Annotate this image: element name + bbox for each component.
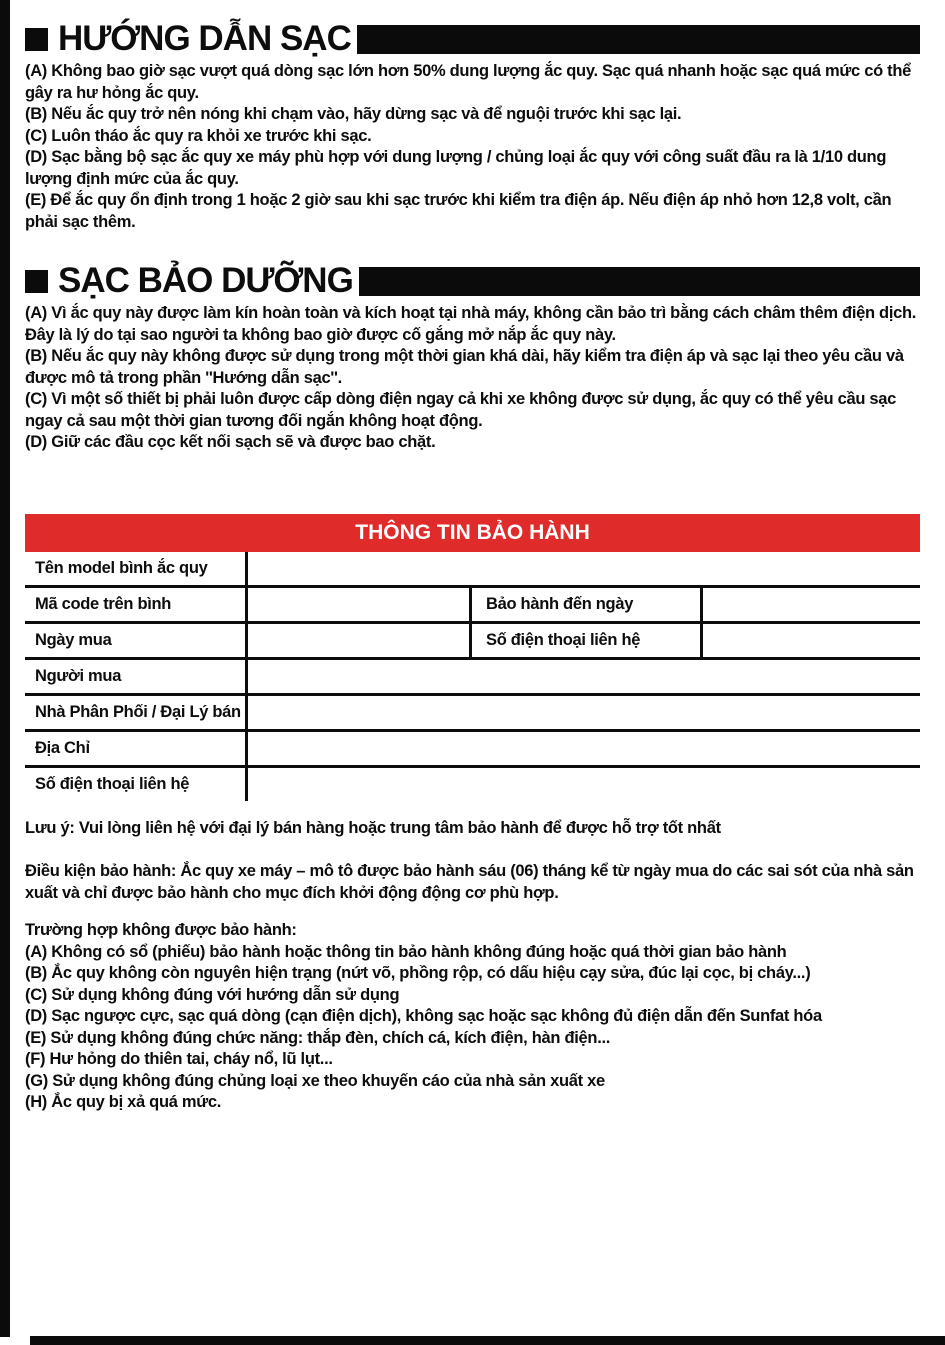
left-edge-bar	[0, 0, 10, 1337]
table-row	[25, 696, 920, 732]
section-marker-icon	[25, 270, 48, 293]
instruction-item: (A) Không bao giờ sạc vượt quá dòng sạc lớn hơn 50% dung lượng ắc quy. Sạc quá nhanh hoặc sạc quá mức có thể gây ra hư hỏng ắc quy.	[25, 62, 911, 102]
table-row-label: Nhà Phân Phối / Đại Lý bán	[25, 696, 248, 729]
section-title-bar	[359, 267, 920, 296]
table-row-label: Người mua	[25, 660, 248, 693]
table-row	[25, 588, 920, 624]
warranty-conditions: Điều kiện bảo hành: Ắc quy xe máy – mô tô được bảo hành sáu (06) tháng kể từ ngày mua do các sai sót của nhà sản xuất và chỉ được bảo hành cho mục đích khởi động động cơ phù hợp.	[25, 862, 914, 902]
maintenance-instruction-list	[25, 303, 920, 454]
exclusion-item: (B) Ắc quy không còn nguyên hiện trạng (nứt võ, phồng rộp, có dấu hiệu cạy sửa, đúc lại cọc, bị cháy...)	[25, 964, 811, 982]
table-input-cell	[248, 552, 920, 585]
warranty-info-table	[25, 514, 920, 801]
table-input-cell	[248, 768, 920, 801]
bottom-edge-bar	[30, 1336, 945, 1345]
table-input-cell	[248, 588, 472, 621]
instruction-item: (E) Để ắc quy ổn định trong 1 hoặc 2 giờ sau khi sạc trước khi kiểm tra điện áp. Nếu điện áp nhỏ hơn 12,8 volt, cần phải sạc thêm.	[25, 191, 892, 231]
table-header-bar	[25, 514, 920, 552]
instruction-item: (D) Sạc bằng bộ sạc ắc quy xe máy phù hợp với dung lượng / chủng loại ắc quy với công suất đầu ra là 1/10 dung lượng định mức của ắc quy.	[25, 148, 887, 188]
section-header-maintenance-charging	[25, 261, 920, 300]
support-note: Lưu ý: Vui lòng liên hệ với đại lý bán hàng hoặc trung tâm bảo hành để được hỗ trợ tốt nhất	[25, 818, 721, 837]
instruction-item: (C) Vì một số thiết bị phải luôn được cấp dòng điện ngay cả khi xe không được sử dụng, ắc quy có thể yêu cầu sạc ngay cả sau một thời gian tương đối ngắn không hoạt động.	[25, 390, 897, 430]
exclusion-item: (F) Hư hỏng do thiên tai, cháy nổ, lũ lụt...	[25, 1050, 333, 1068]
table-title: THÔNG TIN BẢO HÀNH	[355, 520, 590, 544]
table-row	[25, 660, 920, 696]
table-row	[25, 552, 920, 588]
table-row-label: Số điện thoại liên hệ	[25, 768, 248, 801]
instruction-item: (D) Giữ các đầu cọc kết nối sạch sẽ và được bao chặt.	[25, 433, 436, 451]
exclusion-item: (G) Sử dụng không đúng chủng loại xe theo khuyến cáo của nhà sản xuất xe	[25, 1071, 605, 1090]
table-input-cell	[703, 624, 920, 657]
table-row-label: Bảo hành đến ngày	[472, 588, 703, 621]
table-row	[25, 624, 920, 660]
table-input-cell	[703, 588, 920, 621]
table-input-cell	[248, 624, 472, 657]
instruction-item: (A) Vì ắc quy này được làm kín hoàn toàn và kích hoạt tại nhà máy, không cần bảo trì bằng cách châm thêm điện dịch. Đây là lý do tại sao người ta không bao giờ được cố gắng mở nắp ắc quy này.	[25, 304, 917, 344]
table-row-label: Mã code trên bình	[25, 588, 248, 621]
exclusion-item: (E) Sử dụng không đúng chức năng: thắp đèn, chích cá, kích điện, hàn điện...	[25, 1028, 611, 1047]
section-title-charging: HƯỚNG DẪN SẠC	[58, 19, 351, 58]
instruction-item: (B) Nếu ắc quy trở nên nóng khi chạm vào, hãy dừng sạc và để nguội trước khi sạc lại.	[25, 105, 682, 123]
exclusion-item: (H) Ắc quy bị xả quá mức.	[25, 1093, 222, 1111]
table-input-cell	[248, 696, 920, 729]
section-marker-icon	[25, 28, 48, 51]
section-header-charging-instructions	[25, 19, 920, 58]
section-title-bar	[357, 25, 920, 54]
exclusion-item: (A) Không có sổ (phiếu) bảo hành hoặc thông tin bảo hành không đúng hoặc quá thời gian bảo hành	[25, 942, 787, 961]
table-row-label: Ngày mua	[25, 624, 248, 657]
exclusion-item: (D) Sạc ngược cực, sạc quá dòng (cạn điện dịch), không sạc hoặc sạc không đủ điện dẫn đến Sunfat hóa	[25, 1007, 822, 1025]
table-row	[25, 732, 920, 768]
instruction-item: (B) Nếu ắc quy này không được sử dụng trong một thời gian khá dài, hãy kiểm tra điện áp và sạc lại theo yêu cầu và được mô tả trong phần ''Hướng dẫn sạc''.	[25, 347, 904, 387]
exclusions-list	[25, 942, 920, 1114]
table-row-label: Tên model bình ắc quy	[25, 552, 248, 585]
charging-instruction-list	[25, 61, 920, 233]
table-input-cell	[248, 732, 920, 765]
instruction-item: (C) Luôn tháo ắc quy ra khỏi xe trước khi sạc.	[25, 126, 372, 145]
document-content	[25, 0, 920, 1114]
table-input-cell	[248, 660, 920, 693]
exclusion-item: (C) Sử dụng không đúng với hướng dẫn sử dụng	[25, 985, 400, 1004]
table-row	[25, 768, 920, 801]
section-title-maintenance: SẠC BẢO DƯỠNG	[58, 261, 353, 300]
table-row-label: Số điện thoại liên hệ	[472, 624, 703, 657]
table-row-label: Địa Chỉ	[25, 732, 248, 765]
exclusions-title: Trường hợp không được bảo hành:	[25, 921, 297, 939]
